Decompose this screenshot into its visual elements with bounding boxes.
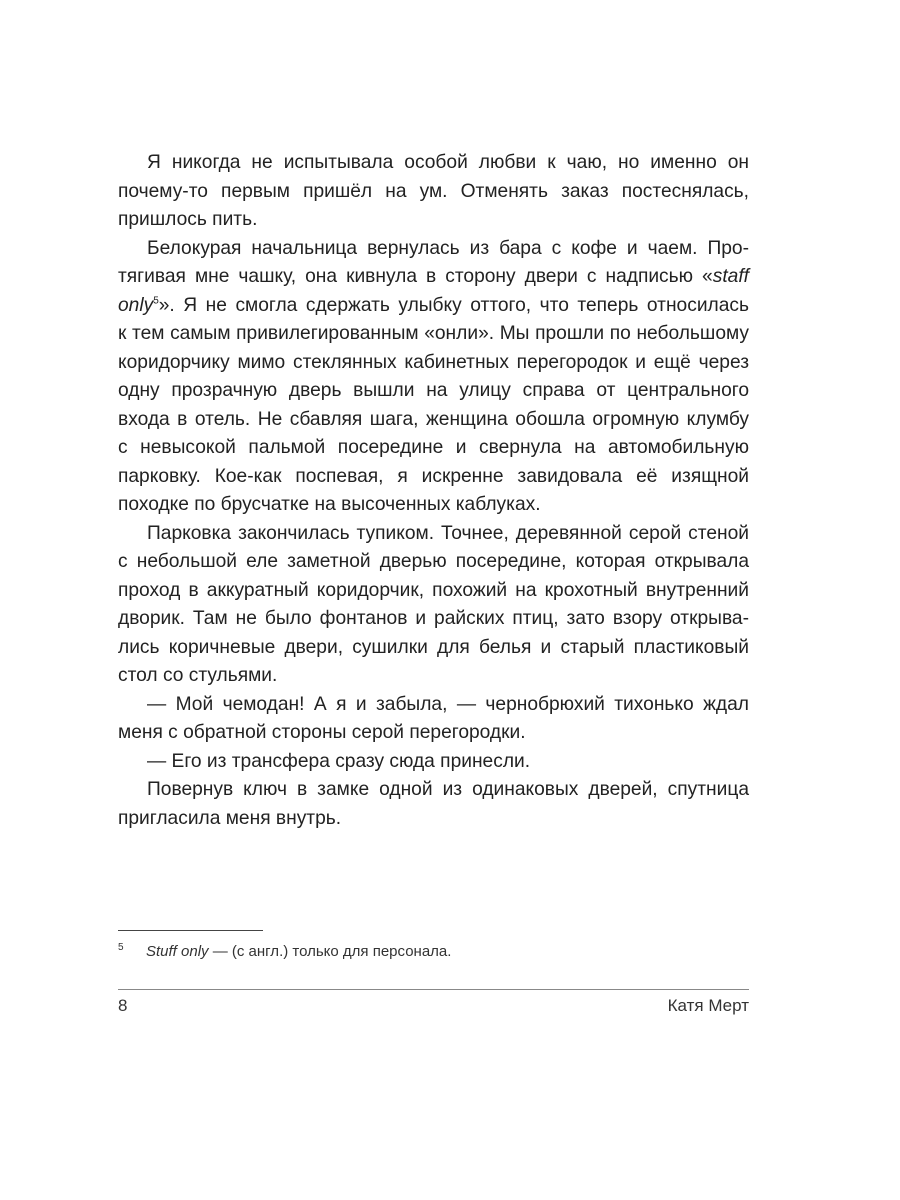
- text-segment: тягивая мне чашку, она кивнула в сторону двери с надписью «: [118, 266, 713, 287]
- text-line: Белокурая начальница вернулась из бара с кофе и чаем. Про-: [147, 237, 749, 259]
- staff-word: staff: [712, 266, 749, 287]
- text-line: стол со стульями.: [118, 665, 278, 686]
- text-line: коридорчику мимо стеклянных кабинетных перегородок и ещё через: [118, 351, 749, 373]
- text-line: парковку. Кое-как поспевая, я искренне завидовала её изящной: [118, 465, 749, 487]
- footnote-term: Stuff only: [146, 943, 209, 960]
- text-line: проход в аккуратный коридорчик, похожий на крохотный внутренний: [118, 579, 749, 601]
- paragraph-3: [118, 520, 749, 691]
- text-line: с невысокой пальмой посередине и свернула на автомобильную: [118, 437, 749, 458]
- text-line: Парковка закончилась тупиком. Точнее, деревянной серой стеной: [147, 522, 749, 544]
- text-line: меня с обратной стороны серой перегородки.: [118, 722, 526, 743]
- text-line: почему-то первым пришёл на ум. Отменять заказ постеснялась,: [118, 180, 749, 202]
- text-line-only: [118, 292, 749, 321]
- text-segment: ». Я не смогла сдержать улыбку оттого, что теперь относилась: [158, 294, 749, 316]
- text-line: Повернув ключ в замке одной из одинаковых дверей, спутница: [147, 779, 749, 800]
- paragraph-4: [118, 691, 749, 748]
- only-word: only: [118, 294, 154, 316]
- footnote-divider: [118, 930, 263, 931]
- footnote-number: 5: [118, 942, 124, 953]
- main-text: [118, 149, 749, 833]
- paragraph-6: [118, 776, 749, 833]
- text-line: пригласила меня внутрь.: [118, 807, 342, 829]
- text-line: к тем самым привилегированным «онли». Мы прошли по небольшому: [118, 323, 749, 344]
- text-line: лись коричневые двери, сушилки для белья и старый пластиковый: [118, 636, 749, 658]
- text-line: походке по брусчатке на высоченных каблуках.: [118, 494, 541, 515]
- text-line: пришлось пить.: [118, 209, 258, 230]
- paragraph-2: [118, 235, 749, 520]
- paragraph-5: [118, 748, 749, 777]
- footnote-reference[interactable]: 5: [153, 295, 159, 307]
- paragraph-1: [118, 149, 749, 235]
- text-line: — Его из трансфера сразу сюда принесли.: [147, 750, 531, 772]
- text-line: — Мой чемодан! А я и забыла, — чернобрюхий тихонько ждал: [147, 693, 749, 715]
- text-line: входа в отель. Не сбавляя шага, женщина обошла огромную клумбу: [118, 408, 749, 430]
- page-number: 8: [118, 996, 128, 1015]
- text-line: одну прозрачную дверь вышли на улицу справа от центрального: [118, 380, 749, 401]
- footer-divider: [118, 989, 749, 990]
- footnote-text: — (с англ.) только для персонала.: [208, 943, 452, 960]
- running-author: Катя Мерт: [667, 996, 749, 1015]
- text-line-staff: [118, 263, 749, 292]
- text-line: с небольшой еле заметной дверью посередине, которая открывала: [118, 551, 749, 572]
- footnote: [118, 941, 749, 963]
- text-line: дворик. Там не было фонтанов и райских птиц, зато взору открыва-: [118, 608, 749, 629]
- text-line: Я никогда не испытывала особой любви к чаю, но именно он: [147, 152, 749, 173]
